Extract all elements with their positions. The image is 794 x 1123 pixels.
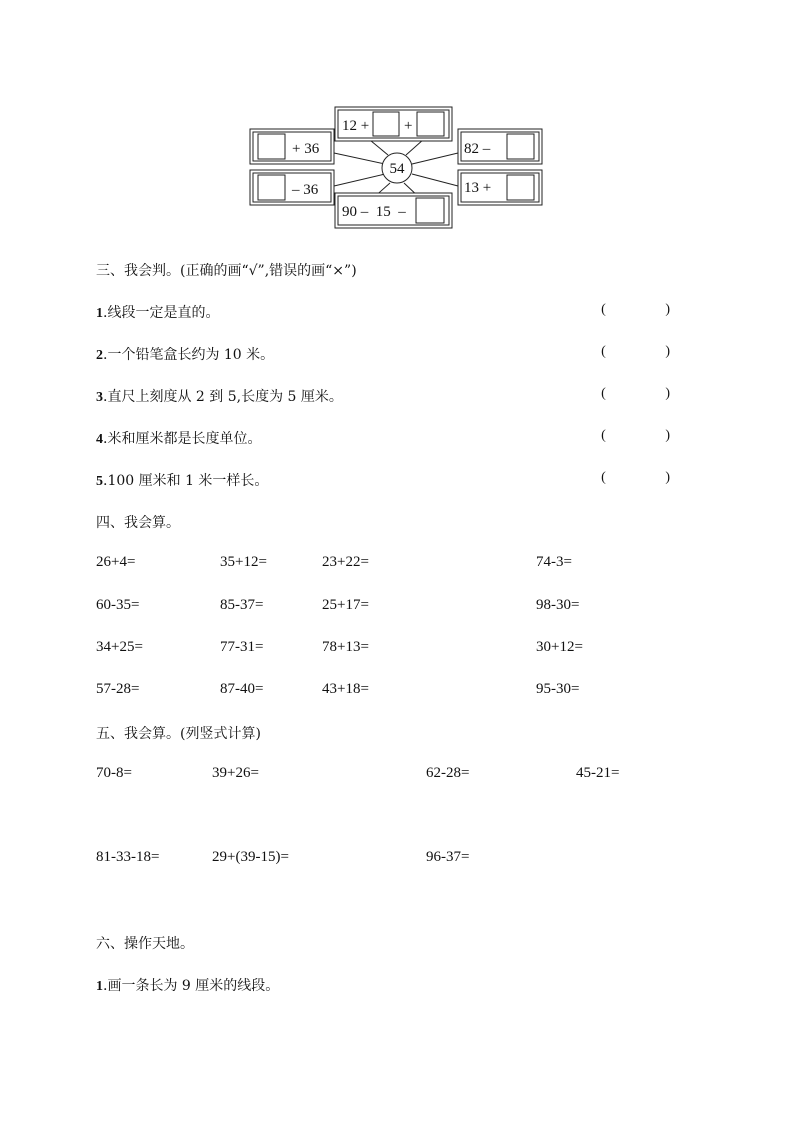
judge-item-5 — [96, 470, 698, 490]
calc-problem: 77-31= — [220, 639, 264, 655]
left-top-blank[interactable] — [258, 134, 285, 159]
calc-problem: 26+4= — [96, 554, 136, 570]
operation-item-text: .画一条长为 9 厘米的线段。 — [103, 978, 280, 994]
bottom-box-prefix: 90 – 15 – — [342, 204, 406, 220]
top-box-prefix: 12 + — [342, 118, 370, 134]
section6-heading: 六、操作天地。 — [96, 936, 194, 952]
calc-problem: 95-30= — [536, 681, 580, 697]
left-bottom-blank[interactable] — [258, 175, 285, 200]
right-top-blank[interactable] — [507, 134, 534, 159]
judge-item-3 — [96, 386, 698, 406]
center-number: 54 — [389, 161, 405, 177]
vertical-calc-problem: 39+26= — [212, 765, 259, 781]
vertical-calc-problem: 29+(39-15)= — [212, 849, 289, 865]
left-top-suffix: + 36 — [292, 141, 320, 157]
calc-problem: 85-37= — [220, 597, 264, 613]
judge-item-number: 5 — [96, 474, 103, 489]
answer-parentheses[interactable]: ( ) — [601, 302, 698, 317]
answer-parentheses[interactable]: ( ) — [601, 470, 698, 485]
answer-parentheses[interactable]: ( ) — [601, 386, 698, 401]
calc-problem: 60-35= — [96, 597, 140, 613]
section3-heading: 三、我会判。(正确的画“√”,错误的画“×”) — [96, 263, 357, 279]
calc-problem: 23+22= — [322, 554, 369, 570]
judge-item-4 — [96, 428, 698, 448]
judge-item-text: .100 厘米和 1 米一样长。 — [103, 473, 269, 489]
answer-parentheses[interactable]: ( ) — [601, 344, 698, 359]
judge-item-2 — [96, 344, 698, 364]
judge-item-number: 4 — [96, 432, 103, 447]
calc-problem: 98-30= — [536, 597, 580, 613]
vertical-calc-problem: 96-37= — [426, 849, 470, 865]
judge-item-number: 3 — [96, 390, 103, 405]
right-top-prefix: 82 – — [464, 141, 491, 157]
calc-problem: 30+12= — [536, 639, 583, 655]
operation-item-number: 1 — [96, 979, 103, 994]
calc-problem: 43+18= — [322, 681, 369, 697]
section4-heading: 四、我会算。 — [96, 515, 180, 531]
right-bottom-blank[interactable] — [507, 175, 534, 200]
judge-item-text: .一个铅笔盒长约为 10 米。 — [103, 347, 275, 363]
calc-problem: 74-3= — [536, 554, 572, 570]
number-puzzle-diagram — [249, 104, 543, 230]
left-bottom-suffix: – 36 — [292, 182, 319, 198]
section5-heading: 五、我会算。(列竖式计算) — [96, 726, 261, 742]
calc-problem: 78+13= — [322, 639, 369, 655]
calc-problem: 25+17= — [322, 597, 369, 613]
judge-item-number: 1 — [96, 306, 103, 321]
judge-item-text: .线段一定是直的。 — [103, 305, 220, 321]
vertical-calc-problem: 81-33-18= — [96, 849, 160, 865]
right-bottom-prefix: 13 + — [464, 180, 492, 196]
vertical-calc-problem: 62-28= — [426, 765, 470, 781]
calc-problem: 35+12= — [220, 554, 267, 570]
vertical-calc-problem: 45-21= — [576, 765, 620, 781]
judge-item-text: .米和厘米都是长度单位。 — [103, 431, 262, 447]
judge-item-1 — [96, 302, 698, 322]
judge-item-text: .直尺上刻度从 2 到 5,长度为 5 厘米。 — [103, 389, 343, 405]
judge-item-number: 2 — [96, 348, 103, 363]
bottom-blank[interactable] — [416, 198, 444, 223]
top-box-plus: + — [404, 118, 413, 134]
answer-parentheses[interactable]: ( ) — [601, 428, 698, 443]
top-blank-2[interactable] — [417, 112, 444, 136]
calc-problem: 34+25= — [96, 639, 143, 655]
calc-problem: 87-40= — [220, 681, 264, 697]
vertical-calc-problem: 70-8= — [96, 765, 132, 781]
calc-problem: 57-28= — [96, 681, 140, 697]
operation-item-1 — [96, 975, 279, 995]
top-blank-1[interactable] — [373, 112, 399, 136]
